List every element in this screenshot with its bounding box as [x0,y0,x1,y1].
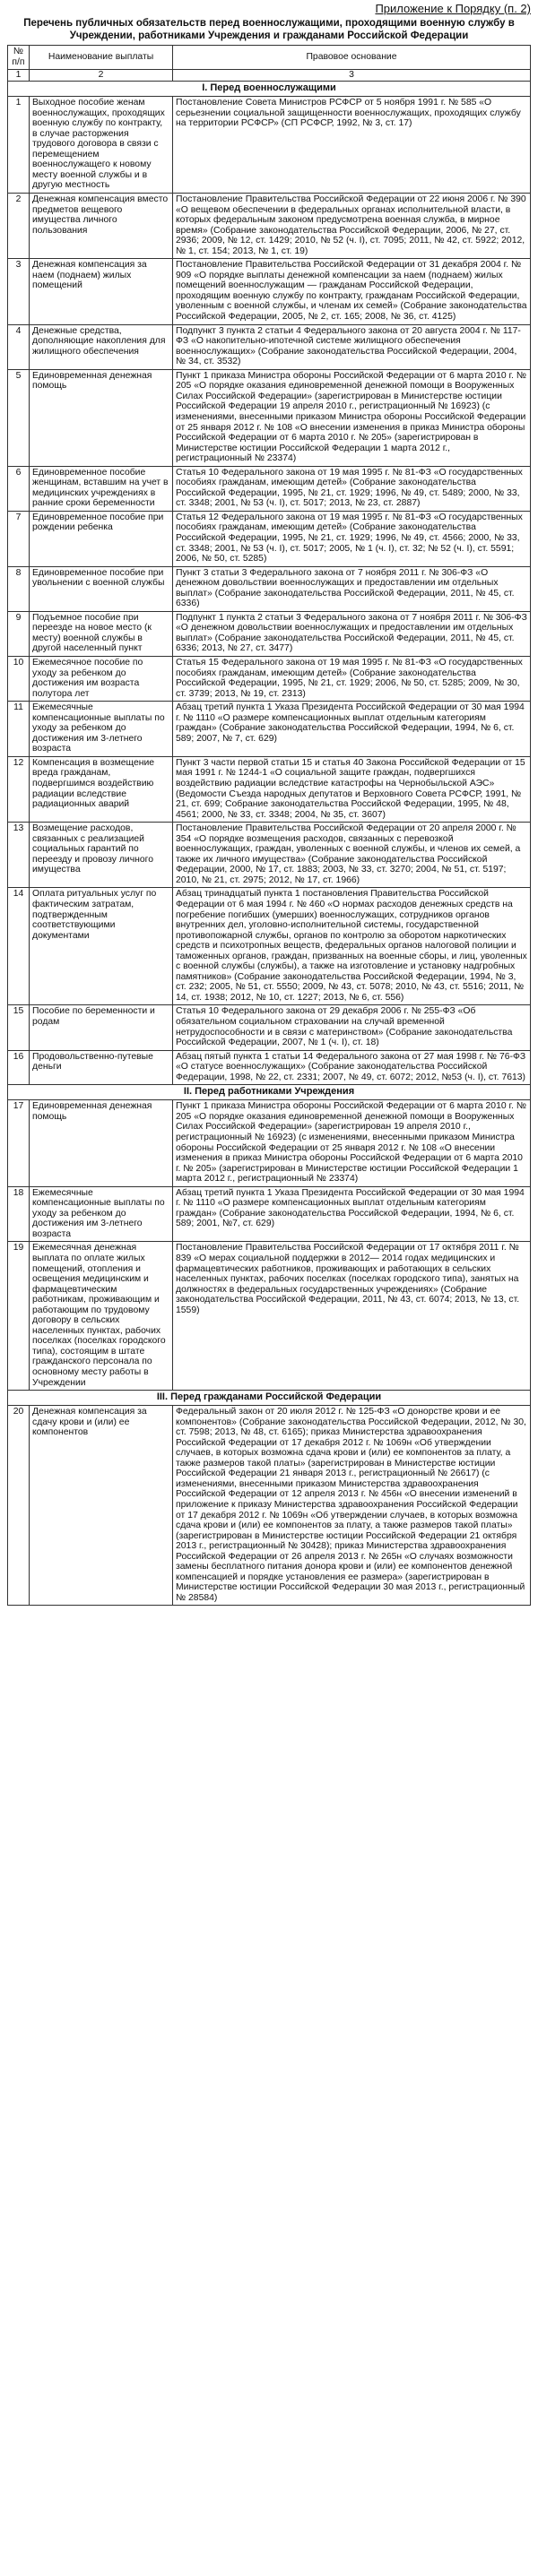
row-number: 18 [8,1186,30,1242]
table-row [8,1050,531,1085]
row-number: 1 [8,97,30,194]
table-row [8,756,531,822]
payment-name: Компенсация в возмещение вреда гражданам, подвергшимся воздействию радиации вследствие радиационных аварий [30,756,173,822]
row-number: 16 [8,1050,30,1085]
row-number: 10 [8,656,30,701]
section-title: II. Перед работниками Учреждения [8,1085,531,1100]
row-number: 11 [8,702,30,757]
column-index: 1 [8,70,30,82]
legal-basis: Статья 15 Федерального закона от 19 мая 1995 г. № 81-ФЗ «О государственных пособиях гражданам, имеющим детей» (Собрание законодательства Российской Федерации, 1995, № 21, ст. 1929; 2006, № 50, ст. 5285; 2009, № 30, ст. 3739; 2013, № 19, ст. 2313) [173,656,531,701]
section-title: I. Перед военнослужащими [8,82,531,97]
payment-name: Единовременное пособие женщинам, вставшим на учет в медицинских учреждениях в ранние сроки беременности [30,466,173,511]
table-header-row [8,46,531,70]
table-row [8,511,531,566]
section-row [8,82,531,97]
table-row [8,656,531,701]
table-row [8,702,531,757]
row-number: 15 [8,1005,30,1050]
payment-name: Оплата ритуальных услуг по фактическим затратам, подтвержденным соответствующими документами [30,888,173,1005]
table-row [8,194,531,259]
header-name: Наименование выплаты [30,46,173,70]
payment-name: Денежные средства, дополняющие накопления для жилищного обеспечения [30,324,173,369]
payment-name: Денежная компенсация за сдачу крови и (или) ее компонентов [30,1406,173,1606]
row-number: 2 [8,194,30,259]
legal-basis: Статья 10 Федерального закона от 19 мая 1995 г. № 81-ФЗ «О государственных пособиях гражданам, имеющим детей» (Собрание законодательства Российской Федерации, 1995, № 21, ст. 1929; 1996, № 49, ст. 5489; 2000, № 33, ст. 3348; 2001, № 53 (ч. I), ст. 5017; 2013, № 23, ст. 2887) [173,466,531,511]
payment-name: Возмещение расходов, связанных с реализацией социальных гарантий по переезду и провозу личного имущества [30,823,173,888]
legal-basis: Подпункт 3 пункта 2 статьи 4 Федерального закона от 20 августа 2004 г. № 117-ФЗ «О накопительно-ипотечной системе жилищного обеспечения военнослужащих» (Собрание законодательства Российской Федерации, 2004, № 34, ст. 3532) [173,324,531,369]
payment-name: Единовременная денежная помощь [30,369,173,466]
payment-name: Ежемесячные компенсационные выплаты по уходу за ребенком до достижения им 3-летнего возраста [30,1186,173,1242]
section-row [8,1391,531,1406]
legal-basis: Статья 10 Федерального закона от 29 декабря 2006 г. № 255-ФЗ «Об обязательном социальном страховании на случай временной нетрудоспособности и в связи с материнством» (Собрание законодательства Российской Федерации, 2007, № 1 (ч. I), ст. 18) [173,1005,531,1050]
payment-name: Ежемесячное пособие по уходу за ребенком до достижения им возраста полутора лет [30,656,173,701]
table-row [8,1100,531,1186]
section-row [8,1085,531,1100]
legal-basis: Абзац третий пункта 1 Указа Президента Российской Федерации от 30 мая 1994 г. № 1110 «О размере компенсационных выплат отдельным категориям граждан» (Собрание законодательства Российской Федерации, 1994, № 6, ст. 589; 2001, №7, ст. 629) [173,1186,531,1242]
table-row [8,1186,531,1242]
payment-name: Единовременное пособие при увольнении с военной службы [30,566,173,611]
legal-basis: Постановление Правительства Российской Федерации от 20 апреля 2000 г. № 354 «О порядке возмещения расходов, связанных с перевозкой военнослужащих, граждан, уволенных с военной службы, и членов их семей, а также их личного имущества» (Собрание законодательства Российской Федерации, 2000, № 17, ст. 1883; 2003, № 33, ст. 3270; 2004, № 51, ст. 5197; 2010, № 21, ст. 2975; 2012, № 17, ст. 1966) [173,823,531,888]
legal-basis: Постановление Правительства Российской Федерации от 31 декабря 2004 г. № 909 «О порядке выплаты денежной компенсации за наем (поднаем) жилых помещений военнослужащим — гражданам Российской Федерации, проходящим военную службу по контракту, гражданам Российской Федерации, уволенным с военной службы, и членам их семей» (Собрание законодательства Российской Федерации, 2005, № 2, ст. 165; 2008, № 36, ст. 4125) [173,259,531,324]
legal-basis: Абзац пятый пункта 1 статьи 14 Федерального закона от 27 мая 1998 г. № 76-ФЗ «О статусе военнослужащих» (Собрание законодательства Российской Федерации, 1998, № 22, ст. 2331; 2007, № 49, ст. 6072; 2012, №53 (ч. I), ст. 7613) [173,1050,531,1085]
row-number: 6 [8,466,30,511]
legal-basis: Федеральный закон от 20 июля 2012 г. № 125-ФЗ «О донорстве крови и ее компонентов» (Собрание законодательства Российской Федерации, 2012, № 30, ст. 7598; 2013, № 48, ст. 6165); приказ Министерства здравоохранения Российской Федерации от 17 декабря 2012 г. № 1069н «Об утверждении случаев, в которых возможна сдача крови и (или) ее компонентов за плату, а также размеров такой платы» (зарегистрирован в Министерстве юстиции Российской Федерации 21 января 2013 г., регистрационный № 26617) (с изменениями, внесенными приказом Министерства здравоохранения Российской Федерации от 12 апреля 2013 г. № 456н «О внесении изменений в приложение к приказу Министерства здравоохранения Российской Федерации от 17 декабря 2012 г. № 1069н «Об утверждении случаев, в которых возможна сдача крови и (или) ее компонентов за плату, а также размеров такой платы» (зарегистрирован в Министерстве юстиции Российской Федерации 21 октября 2013 г., регистрационный № 30428); приказ Министерства здравоохранения Российской Федерации от 26 апреля 2013 г. № 265н «О случаях возможности замены бесплатного питания донора крови и (или) ее компонентов денежной компенсацией и порядке установления ее размера» (зарегистрирован в Министерстве юстиции Российской Федерации 30 мая 2013 г., регистрационный № 28584) [173,1406,531,1606]
legal-basis: Пункт 1 приказа Министра обороны Российской Федерации от 6 марта 2010 г. № 205 «О порядке оказания единовременной денежной помощи в Вооруженных Силах Российской Федерации» (зарегистрирован 19 апреля 2010 г., регистрационный № 16923) (с изменениями, внесенными приказом Министра обороны Российской Федерации от 25 января 2012 г. № 108 «О внесении изменения в приказ Министра обороны Российской Федерации от 6 марта 2010 г. № 205» (зарегистрирован в Министерстве юстиции Российской Федерации 1 марта 2012 г., регистрационный № 23374) [173,1100,531,1186]
row-number: 19 [8,1242,30,1391]
legal-basis: Постановление Правительства Российской Федерации от 17 октября 2011 г. № 839 «О мерах социальной поддержки в 2012— 2014 годах медицинских и фармацевтических работников, проживающих и работающих в сельских населенных пунктах, рабочих поселках (поселках городского типа), занятых на должностях в федеральных государственных учреждениях» (Собрание законодательства Российской Федерации, 2011, № 43, ст. 6074; 2013, № 13, ст. 1559) [173,1242,531,1391]
payment-name: Ежемесячная денежная выплата по оплате жилых помещений, отопления и освещения медицинским и фармацевтическим работникам, проживающим и работающим по трудовому договору в сельских населенных пунктах, рабочих поселках (поселках городского типа), состоящим в штате гражданского персонала по основному месту работы в Учреждении [30,1242,173,1391]
table-row [8,324,531,369]
legal-basis: Абзац тринадцатый пункта 1 постановления Правительства Российской Федерации от 6 мая 1994 г. № 460 «О нормах расходов денежных средств на погребение погибших (умерших) военнослужащих, сотрудников органов внутренних дел, уголовно-исполнительной системы, государственной противопожарной службы, органов по контролю за оборотом наркотических средств и психотропных веществ, федеральных органов налоговой полиции и таможенных органов, граждан, призванных на военные сборы, и лиц, уволенных с военной службы (службы), а также на изготовление и установку надгробных памятников» (Собрание законодательства Российской Федерации, 1994, № 3, ст. 232; 2005, № 51, ст. 5550; 2009, № 43, ст. 5078; 2010, № 43, ст. 5516; 2011, № 14, ст. 1938; 2012, № 10, ст. 1227; 2013, № 6, ст. 556) [173,888,531,1005]
payment-name: Единовременная денежная помощь [30,1100,173,1186]
payment-name: Пособие по беременности и родам [30,1005,173,1050]
obligations-table [7,45,531,1606]
section-title: III. Перед гражданами Российской Федерации [8,1391,531,1406]
row-number: 12 [8,756,30,822]
payment-name: Ежемесячные компенсационные выплаты по уходу за ребенком до достижения им 3-летнего возраста [30,702,173,757]
legal-basis: Подпункт 1 пункта 2 статьи 3 Федерального закона от 7 ноября 2011 г. № 306-ФЗ «О денежном довольствии военнослужащих и предоставлении им отдельных выплат» (Собрание законодательства Российской Федерации, 2011, № 45, ст. 6336; 2013, № 27, ст. 3477) [173,611,531,656]
table-row [8,1005,531,1050]
row-number: 4 [8,324,30,369]
row-number: 7 [8,511,30,566]
payment-name: Подъемное пособие при переезде на новое место (к месту) военной службы в другой населенный пункт [30,611,173,656]
payment-name: Денежная компенсация за наем (поднаем) жилых помещений [30,259,173,324]
legal-basis: Постановление Совета Министров РСФСР от 5 ноября 1991 г. № 585 «О серьезнении социальной защищенности военнослужащих, проходящих службу на территории РСФСР» (СП РСФСР, 1992, № 3, ст. 17) [173,97,531,194]
table-row [8,1406,531,1606]
row-number: 3 [8,259,30,324]
header-basis: Правовое основание [173,46,531,70]
table-row [8,888,531,1005]
legal-basis: Статья 12 Федерального закона от 19 мая 1995 г. № 81-ФЗ «О государственных пособиях гражданам, имеющим детей» (Собрание законодательства Российской Федерации, 1995, № 21, ст. 1929; 1996, № 49, ст. 4566; 2000, № 33, ст. 3348; 2001, № 53 (ч. I), ст. 5017; 2005, № 1 (ч. I), ст. 32; № 52 (ч. I), ст. 5591; 2006, № 50, ст. 5285) [173,511,531,566]
legal-basis: Постановление Правительства Российской Федерации от 22 июня 2006 г. № 390 «О вещевом обеспечении в федеральных органах исполнительной власти, в которых федеральным законом предусмотрена военная служба, в мирное время» (Собрание законодательства Российской Федерации, 2006, № 27, ст. 2936; 2009, № 12, ст. 1429; 2010, № 52 (ч. I), ст. 7095; 2011, № 42, ст. 5922; 2012, № 1, ст. 154; 2013, № 1, ст. 19) [173,194,531,259]
legal-basis: Абзац третий пункта 1 Указа Президента Российской Федерации от 30 мая 1994 г. № 1110 «О размере компенсационных выплат отдельным категориям граждан» (Собрание законодательства Российской Федерации, 1994, № 6, ст. 589; 2007, № 7, ст. 629) [173,702,531,757]
legal-basis: Пункт 1 приказа Министра обороны Российской Федерации от 6 марта 2010 г. № 205 «О порядке оказания единовременной денежной помощи в Вооруженных Силах Российской Федерации» (зарегистрирован в Министерстве юстиции Российской Федерации 19 апреля 2010 г., регистрационный № 16923) (с изменениями, внесенными приказом Министра обороны Российской Федерации от 25 января 2012 г. № 108 «О внесении изменения в приказ Министра обороны Российской Федерации от 6 марта 2010 г. № 205» (зарегистрирован в Министерстве юстиции Российской Федерации 1 марта 2012 г., регистрационный № 23374) [173,369,531,466]
payment-name: Продовольственно-путевые деньги [30,1050,173,1085]
table-row [8,369,531,466]
payment-name: Единовременное пособие при рождении ребенка [30,511,173,566]
table-row [8,97,531,194]
row-number: 8 [8,566,30,611]
row-number: 13 [8,823,30,888]
row-number: 5 [8,369,30,466]
row-number: 17 [8,1100,30,1186]
table-row [8,466,531,511]
row-number: 20 [8,1406,30,1606]
payment-name: Денежная компенсация вместо предметов вещевого имущества личного пользования [30,194,173,259]
document-title: Перечень публичных обязательств перед военнослужащими, проходящими военную службу в Учреждении, работниками Учреждения и гражданами Российской Федерации [23,18,515,41]
header-num: № п/п [8,46,30,70]
legal-basis: Пункт 3 статьи 3 Федерального закона от 7 ноября 2011 г. № 306-ФЗ «О денежном довольствии военнослужащих и предоставлении им отдельных выплат» (Собрание законодательства Российской Федерации, 2011, № 45, ст. 6336) [173,566,531,611]
table-row [8,611,531,656]
column-index: 2 [30,70,173,82]
table-row [8,1242,531,1391]
appendix-reference: Приложение к Порядку (п. 2) [375,2,531,15]
row-number: 14 [8,888,30,1005]
row-number: 9 [8,611,30,656]
table-row [8,259,531,324]
column-index: 3 [173,70,531,82]
column-index-row [8,70,531,82]
document-page [7,0,531,1606]
legal-basis: Пункт 3 части первой статьи 15 и статья 40 Закона Российской Федерации от 15 мая 1991 г. № 1244-1 «О социальной защите граждан, подвергшихся воздействию радиации вследствие катастрофы на Чернобыльской АЭС» (Ведомости Съезда народных депутатов и Верховного Совета РСФСР, 1991, № 21, ст. 699; Собрание законодательства Российской Федерации, 1995, № 48, 4561; 2000, № 33, ст. 3348; 2004, № 35, ст. 3607) [173,756,531,822]
table-row [8,823,531,888]
table-row [8,566,531,611]
payment-name: Выходное пособие женам военнослужащих, проходящих военную службу по контракту, в случае расторжения трудового договора в связи с перемещением военнослужащего к новому месту военной службы и в другую местность [30,97,173,194]
